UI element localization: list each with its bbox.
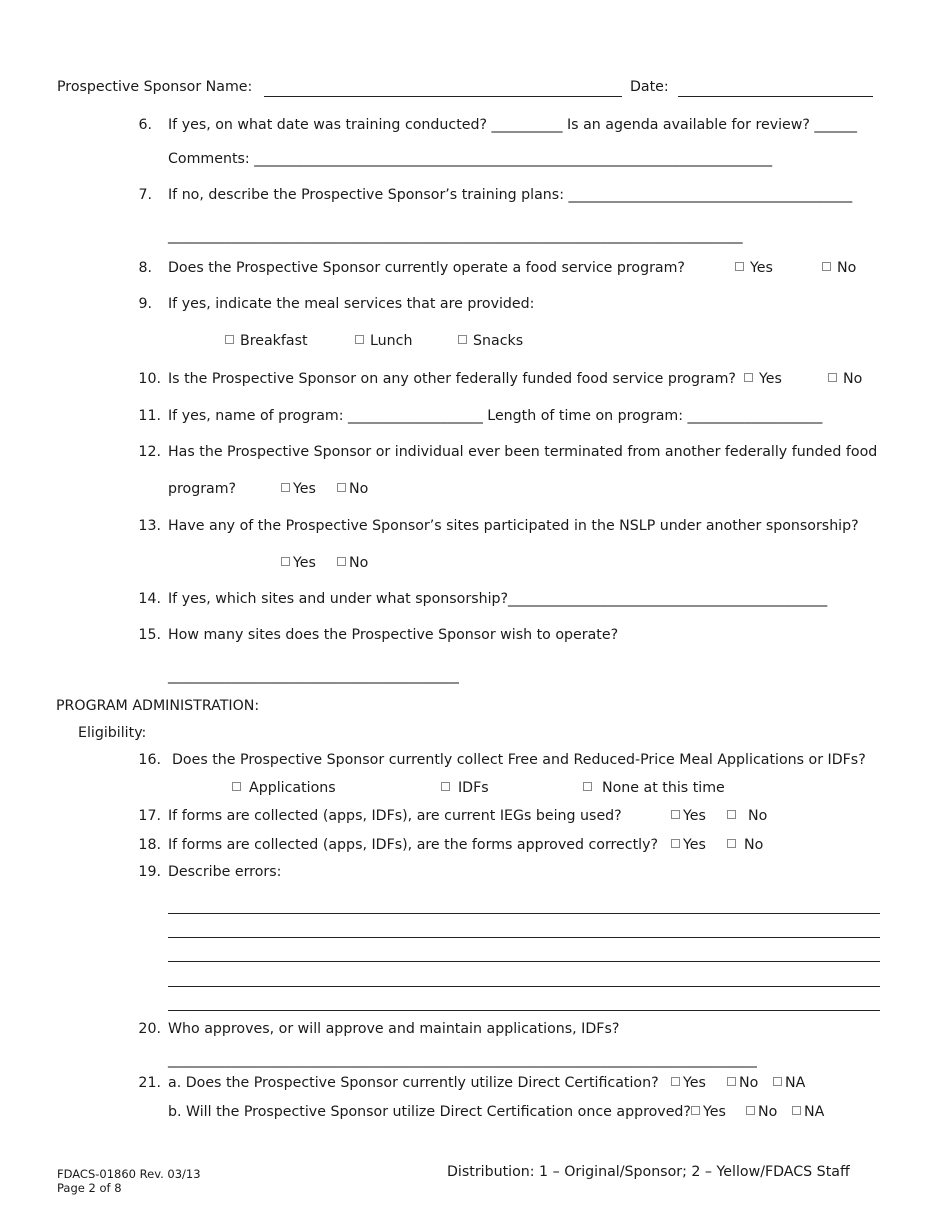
checkbox-icon[interactable] — [727, 1077, 736, 1086]
q19-text: Describe errors: — [168, 864, 282, 880]
checkbox-icon[interactable] — [583, 782, 592, 791]
q17-no-option[interactable]: No — [727, 808, 767, 824]
q15-number: 15. — [138, 627, 161, 643]
q8-number: 8. — [138, 260, 152, 276]
q13-yes-option[interactable]: Yes — [281, 555, 316, 571]
q16-none-option[interactable]: None at this time — [583, 780, 725, 796]
q11-text[interactable]: If yes, name of program: ___________________ Length of time on program: ___________________ — [168, 408, 823, 424]
q19-answer-line-3[interactable] — [168, 961, 880, 962]
q12-yes-option[interactable]: Yes — [281, 481, 316, 497]
q12-no-option[interactable]: No — [337, 481, 368, 497]
form-number: FDACS-01860 Rev. 03/13 — [57, 1167, 201, 1181]
q10-number: 10. — [138, 371, 161, 387]
checkbox-icon[interactable] — [441, 782, 450, 791]
q16-text: Does the Prospective Sponsor currently collect Free and Reduced-Price Meal Applications or IDFs? — [172, 752, 866, 768]
sponsor-name-label: Prospective Sponsor Name: — [57, 79, 253, 95]
checkbox-icon[interactable] — [773, 1077, 782, 1086]
date-label: Date: — [630, 79, 669, 95]
q9-number: 9. — [138, 296, 152, 312]
date-field[interactable] — [678, 96, 873, 97]
q9-lunch-option[interactable]: Lunch — [355, 333, 412, 349]
q21b-na-option[interactable]: NA — [792, 1104, 824, 1120]
q21a-no-option[interactable]: No — [727, 1075, 758, 1091]
q16-applications-option[interactable]: Applications — [232, 780, 336, 796]
q21a-text: a. Does the Prospective Sponsor currently utilize Direct Certification? — [168, 1075, 659, 1091]
distribution-note: Distribution: 1 – Original/Sponsor; 2 – Yellow/FDACS Staff — [447, 1164, 850, 1180]
checkbox-icon[interactable] — [337, 483, 346, 492]
q6-number: 6. — [138, 117, 152, 133]
q18-yes-option[interactable]: Yes — [671, 837, 706, 853]
q12-text: Has the Prospective Sponsor or individual ever been terminated from another federally funded food — [168, 444, 878, 460]
q13-no-option[interactable]: No — [337, 555, 368, 571]
q21a-yes-option[interactable]: Yes — [671, 1075, 706, 1091]
q21b-yes-option[interactable]: Yes — [691, 1104, 726, 1120]
checkbox-icon[interactable] — [355, 335, 364, 344]
q21a-na-option[interactable]: NA — [773, 1075, 805, 1091]
checkbox-icon[interactable] — [232, 782, 241, 791]
q14-text[interactable]: If yes, which sites and under what sponsorship?_____________________________________________ — [168, 591, 828, 607]
q7-line2[interactable]: _________________________________________________________________________________ — [168, 228, 743, 244]
q19-answer-line-1[interactable] — [168, 913, 880, 914]
q9-snacks-option[interactable]: Snacks — [458, 333, 523, 349]
comments-field[interactable]: Comments: _________________________________________________________________________ — [168, 151, 773, 167]
q6-text[interactable]: If yes, on what date was training conducted? __________ Is an agenda available for review? ______ — [168, 117, 857, 133]
checkbox-icon[interactable] — [671, 1077, 680, 1086]
q21b-no-option[interactable]: No — [746, 1104, 777, 1120]
q14-number: 14. — [138, 591, 161, 607]
q19-number: 19. — [138, 864, 161, 880]
q21-number: 21. — [138, 1075, 161, 1091]
q19-answer-line-4[interactable] — [168, 986, 880, 987]
q10-no-option[interactable]: No — [828, 371, 862, 387]
checkbox-icon[interactable] — [281, 557, 290, 566]
q15-answer-line[interactable]: _________________________________________ — [168, 668, 459, 684]
q17-text: If forms are collected (apps, IDFs), are current IEGs being used? — [168, 808, 622, 824]
q20-number: 20. — [138, 1021, 161, 1037]
checkbox-icon[interactable] — [281, 483, 290, 492]
checkbox-icon[interactable] — [671, 839, 680, 848]
q10-text: Is the Prospective Sponsor on any other federally funded food service program? — [168, 371, 736, 387]
checkbox-icon[interactable] — [792, 1106, 801, 1115]
checkbox-icon[interactable] — [746, 1106, 755, 1115]
q11-number: 11. — [138, 408, 161, 424]
q9-text: If yes, indicate the meal services that are provided: — [168, 296, 535, 312]
q13-number: 13. — [138, 518, 161, 534]
sponsor-name-field[interactable] — [264, 96, 622, 97]
q13-text: Have any of the Prospective Sponsor’s sites participated in the NSLP under another sponsorship? — [168, 518, 859, 534]
checkbox-icon[interactable] — [458, 335, 467, 344]
q10-yes-option[interactable]: Yes — [744, 371, 782, 387]
checkbox-icon[interactable] — [735, 262, 744, 271]
q17-number: 17. — [138, 808, 161, 824]
checkbox-icon[interactable] — [822, 262, 831, 271]
q8-yes-option[interactable]: Yes — [735, 260, 773, 276]
q20-text: Who approves, or will approve and maintain applications, IDFs? — [168, 1021, 620, 1037]
section-title: PROGRAM ADMINISTRATION: — [56, 698, 260, 714]
q21b-text: b. Will the Prospective Sponsor utilize Direct Certification once approved? — [168, 1104, 691, 1120]
checkbox-icon[interactable] — [337, 557, 346, 566]
q8-no-option[interactable]: No — [822, 260, 856, 276]
checkbox-icon[interactable] — [828, 373, 837, 382]
q12-line2: program? — [168, 481, 237, 497]
section-subtitle: Eligibility: — [78, 725, 147, 741]
q18-text: If forms are collected (apps, IDFs), are the forms approved correctly? — [168, 837, 659, 853]
q12-number: 12. — [138, 444, 161, 460]
q18-no-option[interactable]: No — [727, 837, 763, 853]
checkbox-icon[interactable] — [744, 373, 753, 382]
q17-yes-option[interactable]: Yes — [671, 808, 706, 824]
q8-text: Does the Prospective Sponsor currently operate a food service program? — [168, 260, 685, 276]
checkbox-icon[interactable] — [671, 810, 680, 819]
q19-answer-line-5[interactable] — [168, 1010, 880, 1011]
q7-number: 7. — [138, 187, 152, 203]
q7-text[interactable]: If no, describe the Prospective Sponsor’s training plans: ________________________________________ — [168, 187, 853, 203]
checkbox-icon[interactable] — [727, 839, 736, 848]
q16-idfs-option[interactable]: IDFs — [441, 780, 489, 796]
q18-number: 18. — [138, 837, 161, 853]
q9-breakfast-option[interactable]: Breakfast — [225, 333, 308, 349]
checkbox-icon[interactable] — [727, 810, 736, 819]
q16-number: 16. — [138, 752, 161, 768]
q20-answer-line[interactable]: ___________________________________________________________________________________ — [168, 1052, 757, 1068]
page-number: Page 2 of 8 — [57, 1181, 122, 1195]
q19-answer-line-2[interactable] — [168, 937, 880, 938]
q15-text: How many sites does the Prospective Sponsor wish to operate? — [168, 627, 619, 643]
checkbox-icon[interactable] — [225, 335, 234, 344]
checkbox-icon[interactable] — [691, 1106, 700, 1115]
